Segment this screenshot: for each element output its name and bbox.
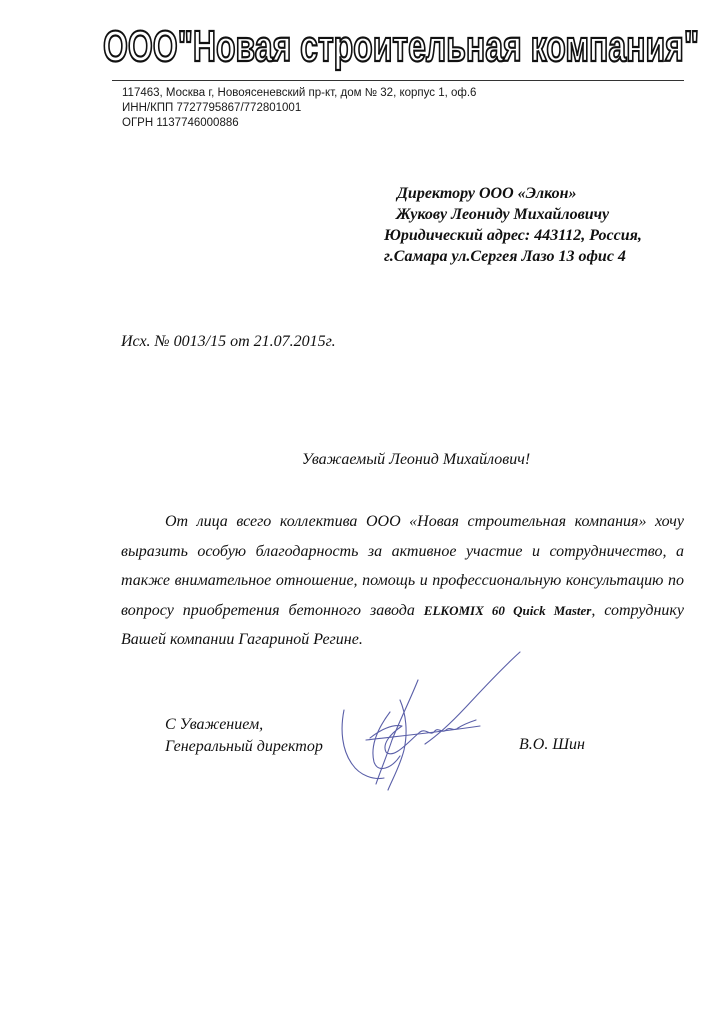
body-text-part1: От лица всего коллектива ООО «Новая строительная компания» хочу выразить особую благодарность за активное участие и сотрудничество, а также внимательное отношение, помощь и профессиональную консультацию по вопросу приобретения бетонного завода xyxy=(121,513,684,619)
outgoing-reference: Исх. № 0013/15 от 21.07.2015г. xyxy=(121,333,336,350)
addressee-position: Директору ООО «Элкон» xyxy=(397,185,577,202)
addressee-legal-address: Юридический адрес: 443112, Россия, xyxy=(384,227,642,244)
closing-regards: С Уважением, xyxy=(165,716,264,733)
addressee-city-street: г.Самара ул.Сергея Лазо 13 офис 4 xyxy=(384,248,626,265)
letterhead-company-name-text: ООО"Новая строительная компания" xyxy=(103,22,699,71)
company-ogrn: ОГРН 1137746000886 xyxy=(122,117,239,129)
addressee-name: Жукову Леониду Михайловичу xyxy=(396,206,610,223)
salutation: Уважаемый Леонид Михайлович! xyxy=(301,451,531,468)
closing-block xyxy=(165,714,323,758)
company-requisites xyxy=(122,86,476,131)
company-address: 117463, Москва г, Новоясеневский пр-кт, дом № 32, корпус 1, оф.6 xyxy=(122,87,477,99)
letter-body xyxy=(121,507,684,655)
letterhead-divider xyxy=(112,80,684,81)
handwritten-signature xyxy=(330,640,540,800)
letterhead-company-name xyxy=(96,20,706,70)
company-inn-kpp: ИНН/КПП 7727795867/772801001 xyxy=(122,102,302,114)
signer-position: Генеральный директор xyxy=(165,738,323,755)
addressee-block xyxy=(384,183,684,267)
signer-name: В.О. Шин xyxy=(519,736,585,753)
product-name: ELKOMIX 60 Quick Master xyxy=(423,602,592,618)
body-text-part2: , сотруднику Вашей компании Гагариной Регине. xyxy=(121,601,684,648)
